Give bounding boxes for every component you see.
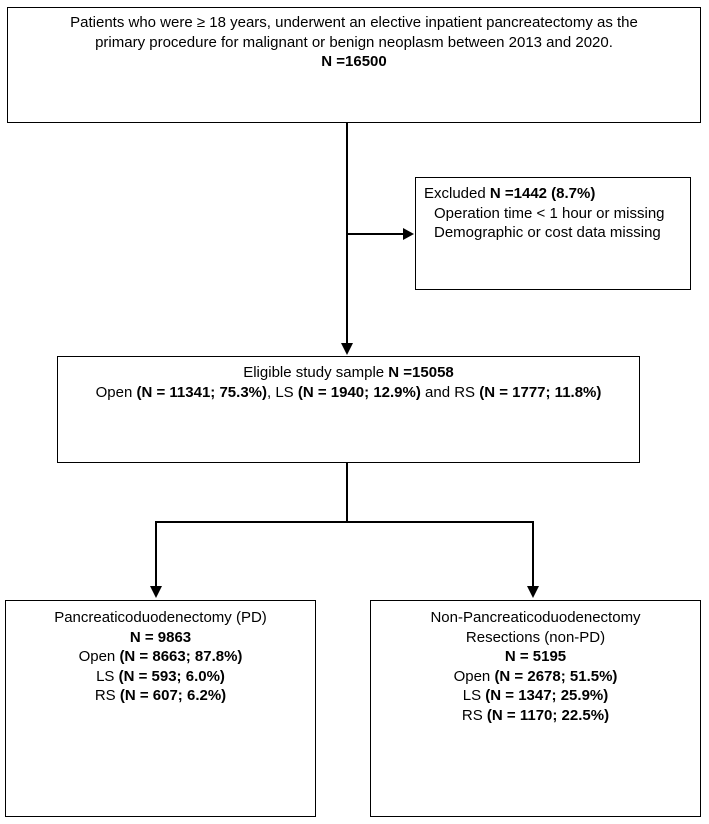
eligible-sample-box xyxy=(57,356,640,463)
pd-rs-label: RS xyxy=(94,687,120,704)
eligible-header xyxy=(58,363,639,383)
excluded-box xyxy=(415,177,691,290)
pd-rs-n: (N = 607; 6.2%) xyxy=(119,687,227,704)
inclusion-line2: primary procedure for malignant or benign neoplasm between 2013 and 2020. xyxy=(95,33,613,51)
excluded-reason-1: Operation time < 1 hour or missing xyxy=(434,204,665,222)
nonpd-rs-label: RS xyxy=(461,706,487,724)
pd-rs-row xyxy=(6,686,315,706)
excluded-n: N =1442 (8.7%) xyxy=(489,185,596,202)
pd-n: N = 9863 xyxy=(129,628,192,646)
arrow-to-nonpd xyxy=(527,522,539,598)
nonpd-ls-row xyxy=(371,686,700,706)
eligible-n: N =15058 xyxy=(388,364,454,381)
arrow-top-to-eligible xyxy=(341,122,353,355)
nonpd-ls-n: (N = 1347; 25.9%) xyxy=(485,687,609,704)
nonpd-rs-n: (N = 1170; 22.5%) xyxy=(486,706,610,724)
eligible-ls-n: (N = 1940; 12.9%) xyxy=(297,383,421,401)
excluded-header xyxy=(424,184,682,204)
nonpd-title-line2: Resections (non-PD) xyxy=(465,628,606,646)
eligible-rs-label: and RS xyxy=(420,383,480,401)
excluded-label: Excluded xyxy=(424,185,490,202)
pd-open-n: (N = 8663; 87.8%) xyxy=(119,648,243,665)
eligible-open-n: (N = 11341; 75.3%) xyxy=(136,383,267,401)
eligible-breakdown xyxy=(58,383,639,403)
nonpd-open-n: (N = 2678; 51.5%) xyxy=(494,667,618,685)
pd-title: Pancreaticoduodenectomy (PD) xyxy=(54,609,267,626)
pd-open-row xyxy=(6,647,315,667)
nonpd-n: N = 5195 xyxy=(504,648,567,665)
pd-box xyxy=(5,600,316,817)
nonpd-open-label: Open xyxy=(453,667,495,685)
nonpd-open-row xyxy=(371,667,700,687)
arrow-to-excluded xyxy=(347,228,414,240)
arrow-to-pd xyxy=(150,522,162,598)
eligible-open-label: Open xyxy=(95,383,137,401)
pd-ls-n: (N = 593; 6.0%) xyxy=(118,667,225,685)
nonpd-rs-row xyxy=(371,706,700,726)
excluded-reason-2: Demographic or cost data missing xyxy=(434,224,661,241)
eligible-label: Eligible study sample xyxy=(243,364,389,381)
eligible-ls-label: , LS xyxy=(267,383,298,401)
nonpd-ls-label: LS xyxy=(462,687,486,704)
inclusion-line1: Patients who were ≥ 18 years, underwent an elective inpatient pancreatectomy as the xyxy=(70,14,638,31)
inclusion-criteria-box xyxy=(7,7,701,123)
pd-ls-row xyxy=(6,667,315,687)
inclusion-n: N =16500 xyxy=(321,53,387,70)
non-pd-box xyxy=(370,600,701,817)
pd-ls-label: LS xyxy=(96,667,119,685)
pd-open-label: Open xyxy=(78,648,120,665)
nonpd-title-line1: Non-Pancreaticoduodenectomy xyxy=(430,609,641,626)
connector-eligible-split xyxy=(156,463,533,522)
eligible-rs-n: (N = 1777; 11.8%) xyxy=(479,383,602,401)
